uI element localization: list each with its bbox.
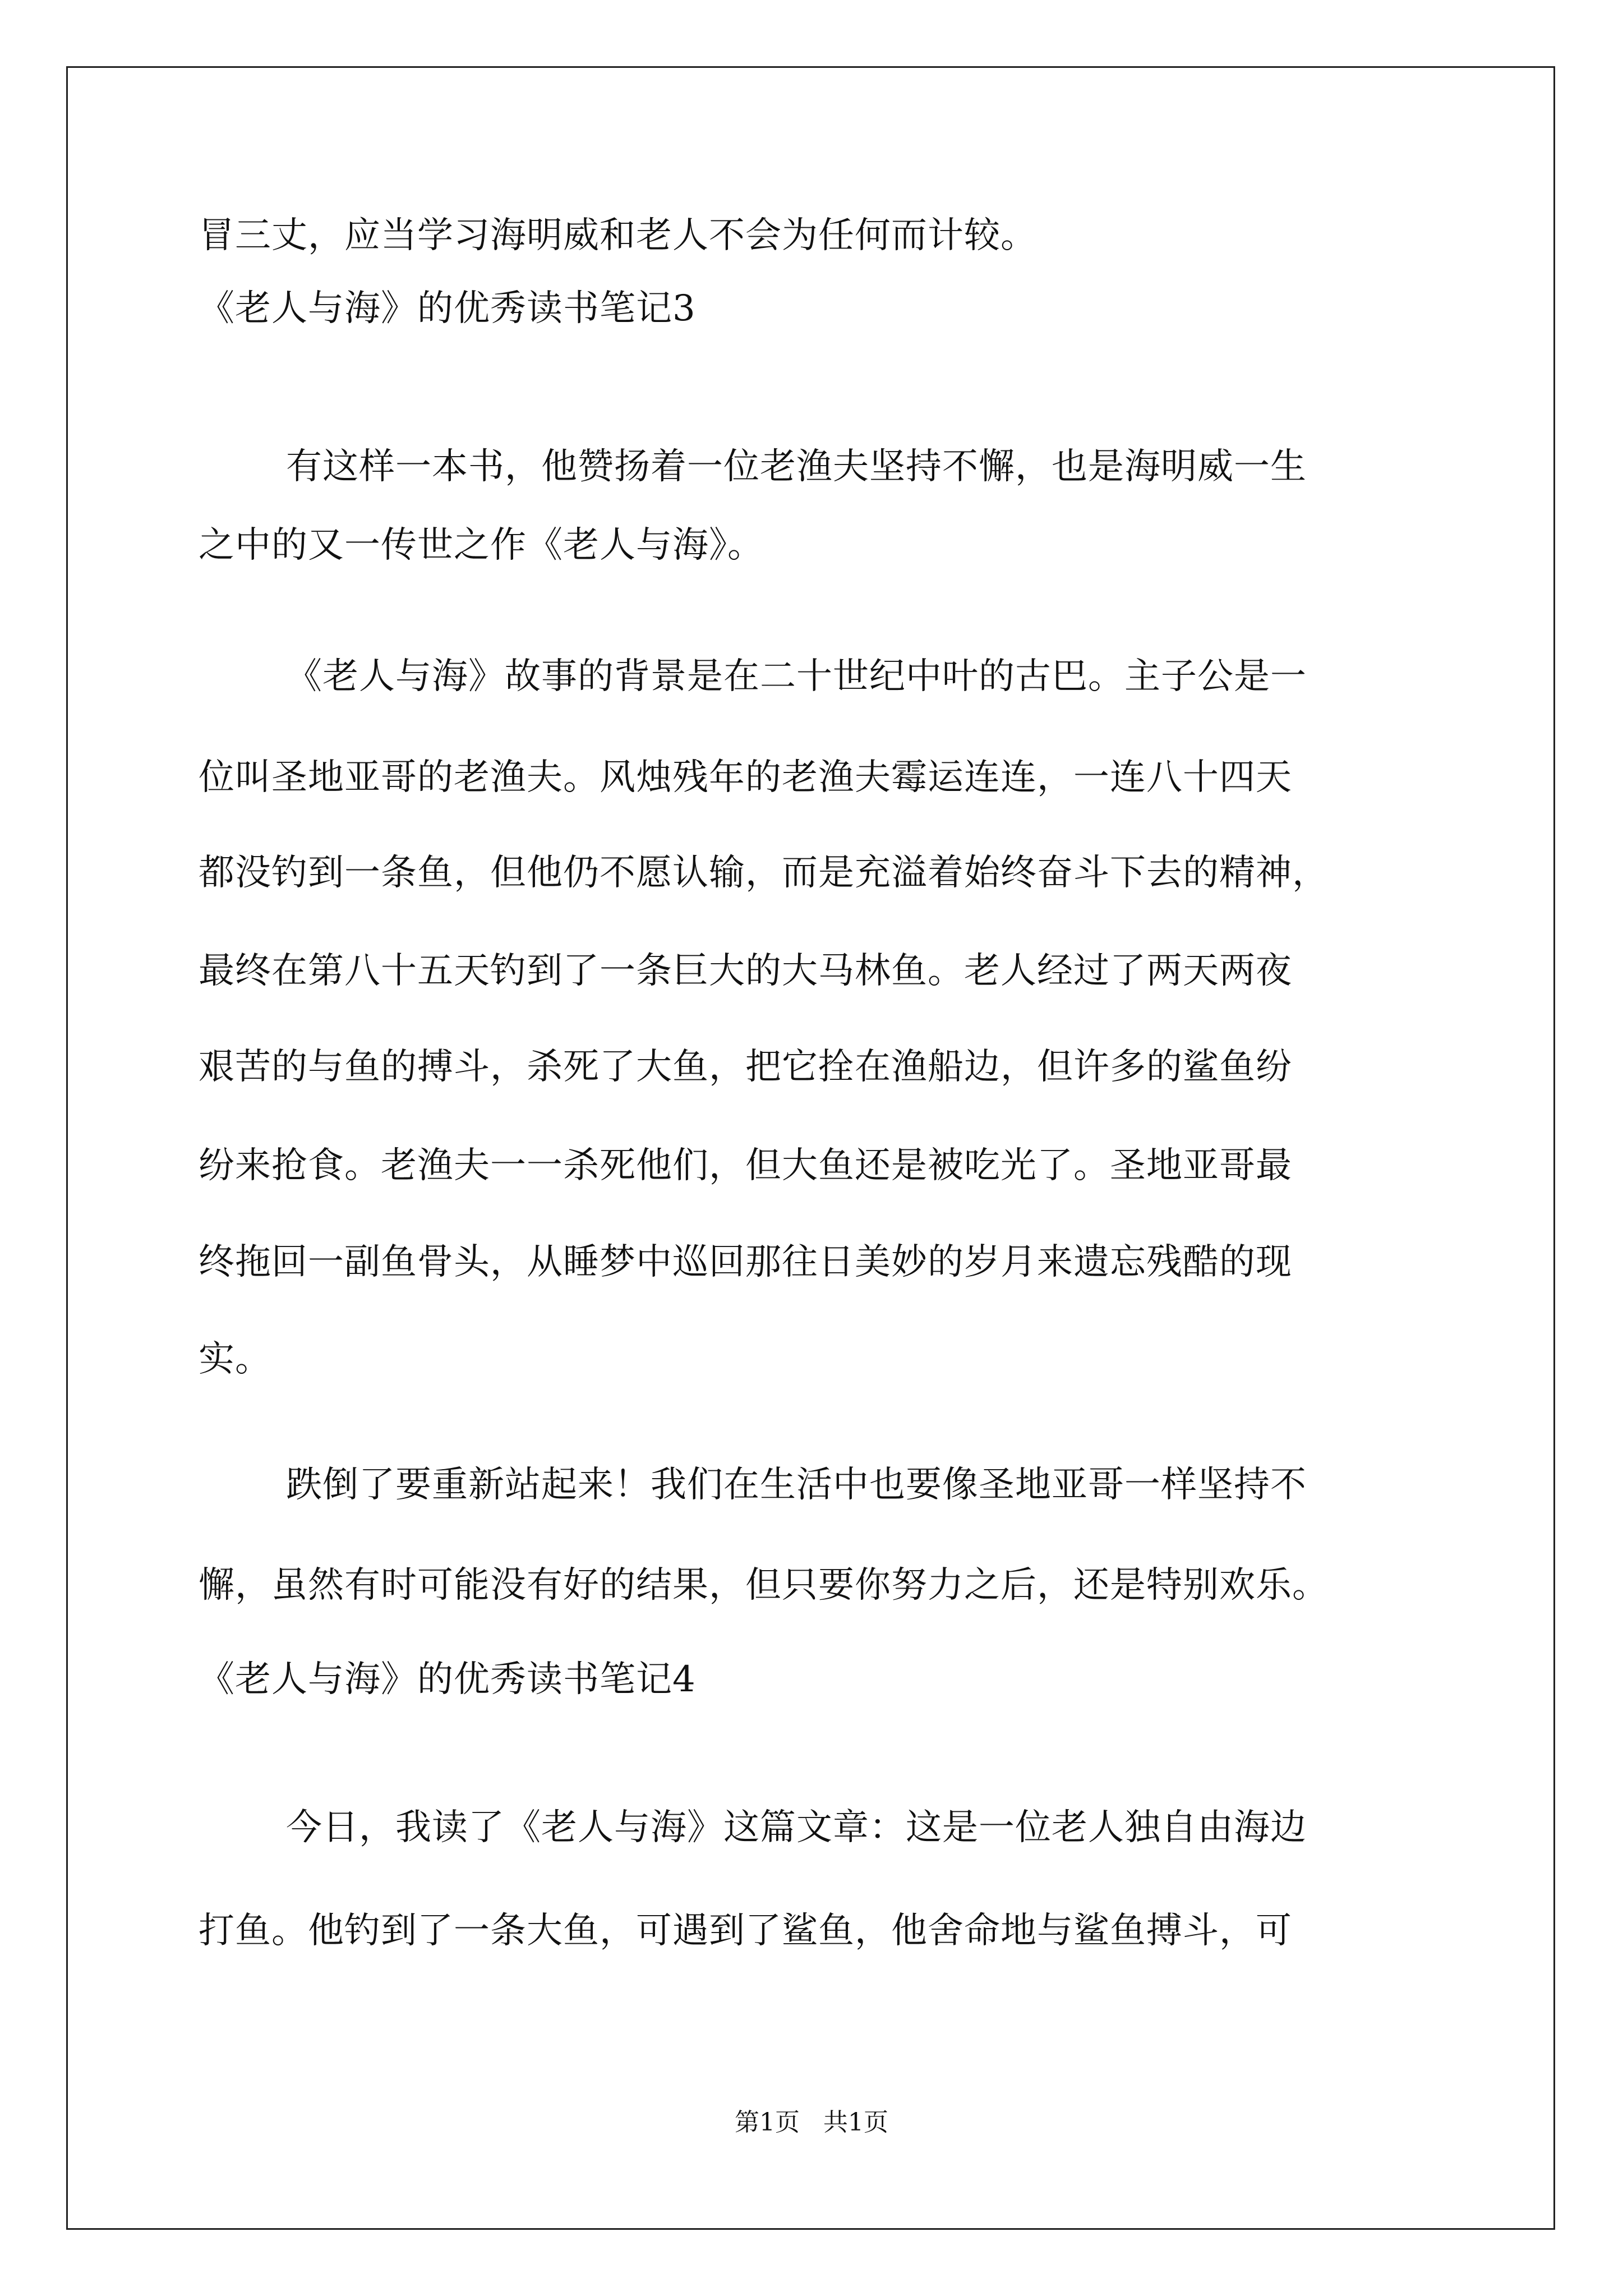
text-line: 打鱼。他钓到了一条大鱼，可遇到了鲨鱼，他舍命地与鲨鱼搏斗，可 (199, 1910, 1292, 1952)
text-line: 纷来抢食。老渔夫一一杀死他们，但大鱼还是被吃光了。圣地亚哥最 (199, 1145, 1292, 1186)
text-line: 冒三丈，应当学习海明威和老人不会为任何而计较。 (199, 215, 1037, 256)
text-line: 《老人与海》故事的背景是在二十世纪中叶的古巴。主子公是一 (286, 656, 1307, 697)
page-footer: 第1页 共1页 (735, 2108, 888, 2137)
text-line: 艰苦的与鱼的搏斗，杀死了大鱼，把它拴在渔船边，但许多的鲨鱼纷 (199, 1046, 1292, 1088)
text-line: 最终在第八十五天钓到了一条巨大的大马林鱼。老人经过了两天两夜 (199, 950, 1292, 992)
text-line: 位叫圣地亚哥的老渔夫。风烛残年的老渔夫霉运连连，一连八十四天 (199, 757, 1292, 798)
text-line: 懈，虽然有时可能没有好的结果，但只要你努力之后，还是特别欢乐。 (199, 1565, 1329, 1606)
text-line: 实。 (199, 1338, 271, 1380)
text-line: 都没钓到一条鱼，但他仍不愿认输，而是充溢着始终奋斗下去的精神， (199, 852, 1329, 894)
section-heading: 《老人与海》的优秀读书笔记4 (199, 1659, 696, 1700)
section-heading: 《老人与海》的优秀读书笔记3 (199, 288, 696, 329)
text-line: 有这样一本书，他赞扬着一位老渔夫坚持不懈，也是海明威一生 (286, 446, 1307, 487)
text-line: 跌倒了要重新站起来！我们在生活中也要像圣地亚哥一样坚持不 (286, 1464, 1307, 1506)
text-line: 之中的又一传世之作《老人与海》。 (199, 524, 764, 566)
text-line: 终拖回一副鱼骨头，从睡梦中巡回那往日美妙的岁月来遗忘残酷的现 (199, 1241, 1292, 1283)
text-line: 今日，我读了《老人与海》这篇文章：这是一位老人独自由海边 (286, 1807, 1307, 1848)
